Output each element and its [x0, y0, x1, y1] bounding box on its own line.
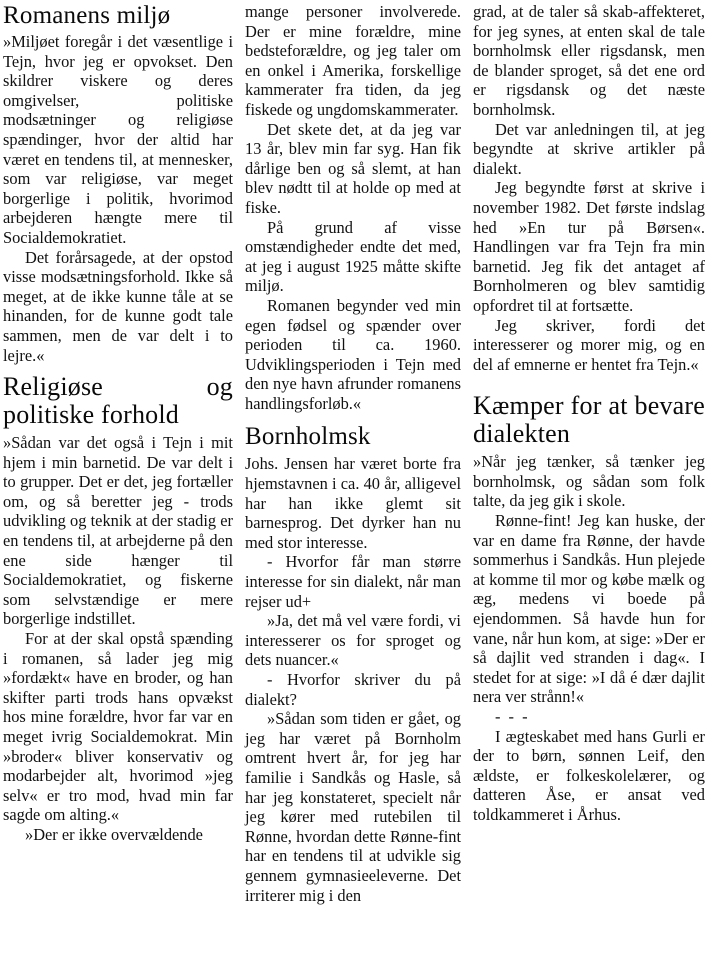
paragraph: »Miljøet foregår i det væsentlige i Tejn, hvor jeg er opvokset. Den skildrer viskere og deres omgivelser, politiske modsætninger og religiøse spændinger, hvor der altid har været en tendens til, at mennesker, som var religiøse, var meget borgerlige i politik, hvorimod arbejderen hængte mere til Socialdemokratiet.: [3, 32, 233, 247]
paragraph: Det forårsagede, at der opstod visse modsætningsforhold. Ikke så meget, at de ikke kunne tåle at se hinanden, for de kunne godt tale sammen, men de var delt i to lejre.«: [3, 247, 233, 365]
paragraph: I ægteskabet med hans Gurli er der to børn, sønnen Leif, den ældste, er folkeskolelærer, og datteren Åse, er ansat ved toldkammeret i Århus.: [473, 726, 705, 824]
paragraph: Det var anledningen til, at jeg begyndte at skrive artikler på dialekt.: [473, 119, 705, 178]
paragraph: Det skete det, at da jeg var 13 år, blev min far syg. Han fik dårlige ben og så slemt, at han blev nødtt til at holde op med at fiske.: [245, 119, 461, 217]
paragraph: grad, at de taler så skab-affekteret, for jeg synes, at enten skal de tale bornholmsk eller rigsdansk, men de blander sproget, så det ene ord er rigsdansk og det næste bornholmsk.: [473, 2, 705, 119]
section-separator: - - -: [495, 707, 530, 726]
paragraph: »Sådan som tiden er gået, og jeg har været på Bornholm omtrent hvert år, for jeg har familie i Sandkås og Hasle, så har jeg konstateret, specielt når jeg kører med rutebilen til Rønne, hvordan dette Rønne-fint har en tendens til at udvikle sig gennem gymnasieeleverne. Det irriterer mig i den: [245, 709, 461, 905]
paragraph: »Der er ikke overvældende: [25, 824, 203, 844]
paragraph: Johs. Jensen har været borte fra hjemstavnen i ca. 40 år, alligevel har han ikke glemt sit barnesprog. Det dyrker han nu med stor interesse.: [245, 454, 461, 552]
heading-romanens-miljo: Romanens miljø: [3, 2, 171, 29]
paragraph: Rønne-fint! Jeg kan huske, der var en dame fra Rønne, der havde sommerhus i Sandkås. Hun plejede at komme til mor og købe mælk og æg, medens vi boede på ejendommen. Så havde hun for vane, når hun kom, at sige: »Der er så dajlit ved stranden i dag«. I stedet for at sige: »I då é dær dajlit nera ver strånn!«: [473, 511, 705, 707]
paragraph: For at der skal opstå spænding i romanen, så lader jeg mig »fordækt« have en broder, og han skifter parti trods hans opvækst hos mine forældre, hvor far var en meget ivrig Socialdemokrat. Min »broder« bliver konservativ og modarbejder alt, hvorimod »jeg selv« er tro mod, hvad min far sagde om alting.«: [3, 629, 233, 825]
heading-bornholmsk: Bornholmsk: [245, 423, 371, 451]
column-3: [467, 2, 705, 969]
paragraph: Jeg skriver, fordi det interesserer og morer mig, og en del af emnerne er hentet fra Tejn.«: [473, 315, 705, 374]
heading-kaemper-for-at-bevare-dialekten: Kæmper for at bevare dialekten: [473, 391, 705, 449]
paragraph: »Når jeg tænker, så tænker jeg bornholmsk, og sådan som folk talte, da jeg gik i skole.: [473, 452, 705, 511]
paragraph-question: - Hvorfor skriver du på dialekt?: [245, 670, 461, 709]
paragraph-question: - Hvorfor får man større interesse for sin dialekt, når man rejser ud+: [245, 552, 461, 611]
paragraph: Romanen begynder ved min egen fødsel og spænder over perioden til ca. 1960. Udviklingsperioden i Tejn med den nye havn afrunder romanens handlingsforløb.«: [245, 295, 461, 413]
paragraph: På grund af visse omstændigheder endte det med, at jeg i august 1925 måtte skifte miljø.: [245, 217, 461, 296]
paragraph: mange personer involverede. Der er mine forældre, mine bedsteforældre, og jeg taler om en onkel i Amerika, forskellige kammerater fra tiden, da jeg fiskede og ungdomskammerater.: [245, 2, 461, 119]
paragraph: Jeg begyndte først at skrive i november 1982. Det første indslag hed »En tur på Børsen«. Handlingen var fra Tejn fra min barnetid. Jeg fik det antaget af Bornholmeren og blev samtidig opfordret til at fortsætte.: [473, 178, 705, 315]
paragraph: »Ja, det må vel være fordi, vi interesserer os for sproget og dets nuancer.«: [245, 611, 461, 670]
heading-religiose-og-politiske-forhold: Religiøse og politiske forhold: [3, 372, 233, 430]
paragraph: »Sådan var det også i Tejn i mit hjem i min barnetid. De var delt i to grupper. Det er det, jeg fortæller om, og så beretter jeg - trods udvikling og teknik at der stadig er en tendens til, at arbejderne på den ene side hænger til Socialdemokratiet, og fiskerne som selvstændige er mere borgerlige indstillet.: [3, 433, 233, 629]
column-1: [3, 2, 239, 969]
column-2: [239, 2, 467, 969]
